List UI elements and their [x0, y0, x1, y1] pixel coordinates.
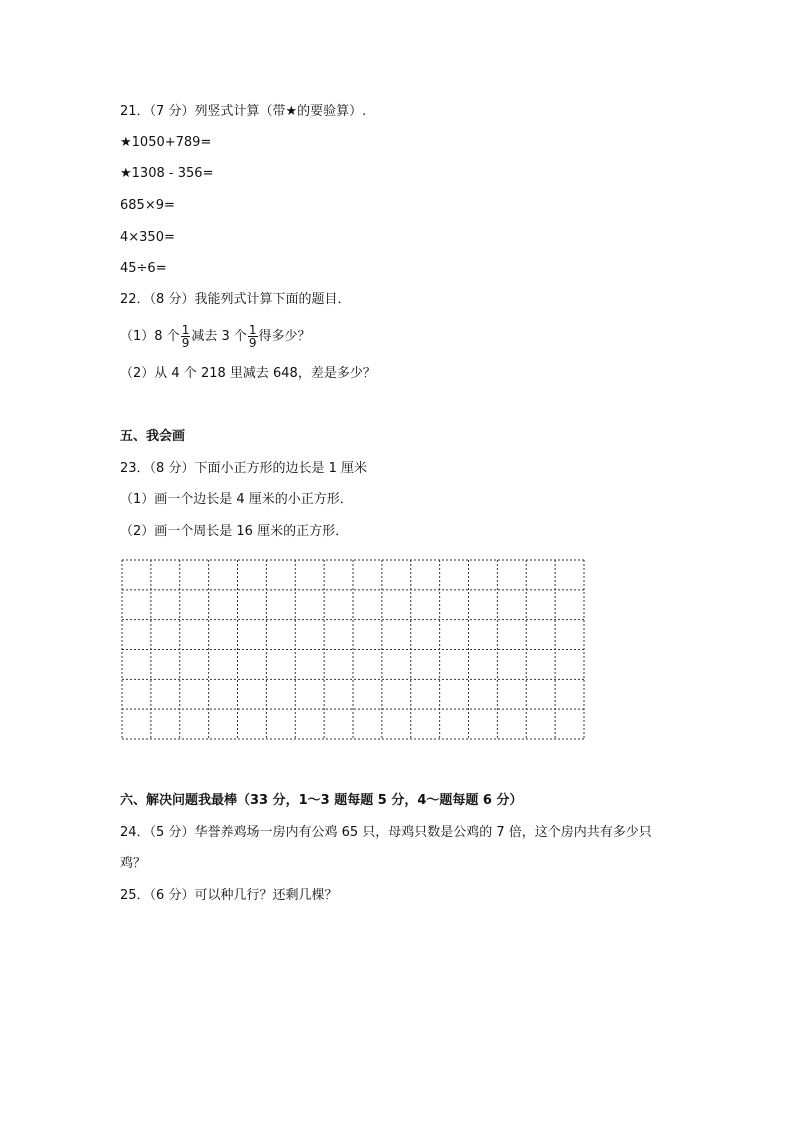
q22-p1-middle: 减去 3 个: [191, 329, 247, 344]
q23-title: 23．（8 分）下面小正方形的边长是 1 厘米: [120, 461, 367, 476]
q21-item-5: 45÷6=: [120, 261, 167, 276]
fraction-one-ninth: [248, 324, 258, 349]
q21-title: 21．（7 分）列竖式计算（带★的要验算）.: [120, 104, 367, 119]
q22-p1-prefix: （1）8 个: [120, 329, 180, 344]
q21-item-1: ★1050+789=: [120, 135, 212, 150]
q24-line-1: 24．（5 分）华誉养鸡场一房内有公鸡 65 只，母鸡只数是公鸡的 7 倍，这个房内共有多少只: [120, 825, 652, 840]
dotted-square-grid: [121, 559, 585, 740]
q21-item-3: 685×9=: [120, 198, 175, 213]
fraction-denominator: 9: [248, 336, 257, 350]
q23-part-1: （1）画一个边长是 4 厘米的小正方形．: [120, 492, 353, 507]
fraction-denominator: 9: [181, 336, 190, 350]
q25-title: 25．（6 分）可以种几行？还剩几棵？: [120, 888, 338, 903]
section-6-heading: 六、解决问题我最棒（33 分，1～3 题每题 5 分，4～题每题 6 分）: [120, 793, 523, 808]
q22-p1-suffix: 得多少？: [258, 329, 311, 344]
section-5-heading: 五、我会画: [120, 429, 186, 444]
fraction-one-ninth: [181, 324, 191, 349]
q22-part-1: [120, 322, 311, 352]
q21-item-4: 4×350=: [120, 230, 175, 245]
q24-line-2: 鸡？: [120, 856, 147, 871]
q22-title: 22．（8 分）我能列式计算下面的题目．: [120, 292, 351, 307]
q21-item-2: ★1308 - 356=: [120, 166, 214, 181]
fraction-numerator: 1: [248, 323, 257, 337]
q22-part-2: （2）从 4 个 218 里减去 648，差是多少？: [120, 366, 376, 381]
q23-part-2: （2）画一个周长是 16 厘米的正方形．: [120, 524, 349, 539]
fraction-numerator: 1: [181, 323, 190, 337]
